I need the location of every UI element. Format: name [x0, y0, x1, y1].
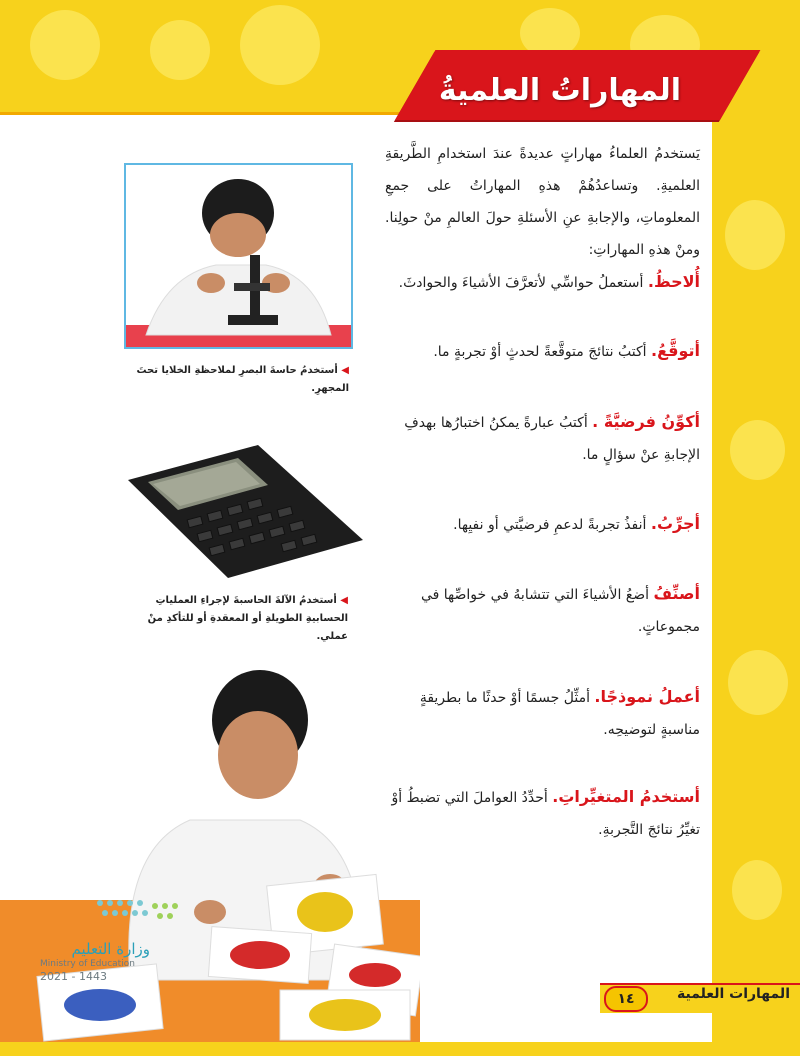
skill-description: أكتبُ عبارةً يمكنُ اختبارُها بهدفِ الإجابةِ عنْ سؤالٍ ما. [404, 415, 700, 463]
skill-term: أصنِّفُ [653, 584, 700, 603]
skill-observe [385, 266, 700, 299]
skill-hypothesize [385, 406, 700, 471]
skill-term: أجرِّبُ. [650, 514, 700, 533]
skill-predict [385, 335, 700, 368]
skill-experiment [385, 508, 700, 541]
page-title: المهاراتُ العلميةُ [438, 73, 682, 108]
intro-paragraph: يَستخدمُ العلماءُ مهاراتٍ عديدةً عندَ استخدامِ الطَّريقةِ العلميةِ. وتساعدُهُمْ هذهِ المهاراتُ على جمعِ المعلوماتِ، والإجابةِ عنِ الأسئلةِ حولَ العالمِ منْ حولِنا. ومنْ هذهِ المهاراتِ: [385, 146, 700, 258]
skill-make-model [385, 681, 700, 746]
ministry-logo [40, 940, 150, 984]
skill-description: أستعملُ حواسِّي لأتعرَّفَ الأشياءَ والحوادثَ. [398, 275, 648, 291]
microscope-photo [124, 163, 353, 349]
page-number: ١٤ [604, 986, 648, 1012]
skill-term: أستخدمُ المتغيِّراتِ. [552, 787, 700, 806]
skill-use-variables [385, 781, 700, 846]
skill-description: أمثِّلُ جسمًا أوْ حدثًا ما بطريقةٍ مناسبةٍ لتوضيحِه. [419, 690, 700, 738]
skill-term: أكوِّنُ فرضيَّةً . [592, 412, 700, 431]
ministry-logo-dots [95, 898, 185, 928]
calculator-image [118, 440, 368, 580]
caption-text: أستخدمُ الآلةَ الحاسبةَ لإجراءِ العملياتِ الحسابيةِ الطويلةِ أو المعقدةِ أو للتأكدِ منْ عملي. [147, 595, 348, 642]
ministry-name-en: Ministry of Education [40, 959, 135, 969]
footer-section-label: المهارات العلمية [676, 986, 790, 1002]
microscope-caption [124, 362, 349, 398]
skill-term: أتوقَّعُ. [650, 341, 700, 360]
ministry-name-ar: وزارة التعليم [71, 940, 150, 958]
skill-description: أضعُ الأشياءَ التي تتشابهُ في خواصِّها في مجموعاتٍ. [420, 587, 700, 635]
ministry-year: 2021 - 1443 [40, 970, 107, 983]
skill-description: أحدِّدُ العواملَ التي تضبطُ أوْ تغيِّرُ نتائجَ التَّجربةِ. [391, 790, 700, 838]
skill-classify [385, 578, 700, 643]
calculator-caption [118, 592, 348, 646]
caption-text: أستخدمُ حاسةَ البصرِ لملاحظةِ الخلايا تحتَ المجهرِ. [136, 365, 349, 394]
skill-term: أُلاحظُ. [647, 272, 700, 291]
caption-arrow-icon: ◀ [340, 595, 348, 606]
skill-description: أكتبُ نتائجَ متوقَّعةً لحدثٍ أوْ تجربةٍ ما. [433, 344, 651, 360]
skill-description: أنفذُ تجربةً لدعمِ فرضيَّتي أو نفيِها. [453, 517, 651, 533]
caption-arrow-icon: ◀ [341, 365, 349, 376]
skill-term: أعملُ نموذجًا. [594, 687, 700, 706]
